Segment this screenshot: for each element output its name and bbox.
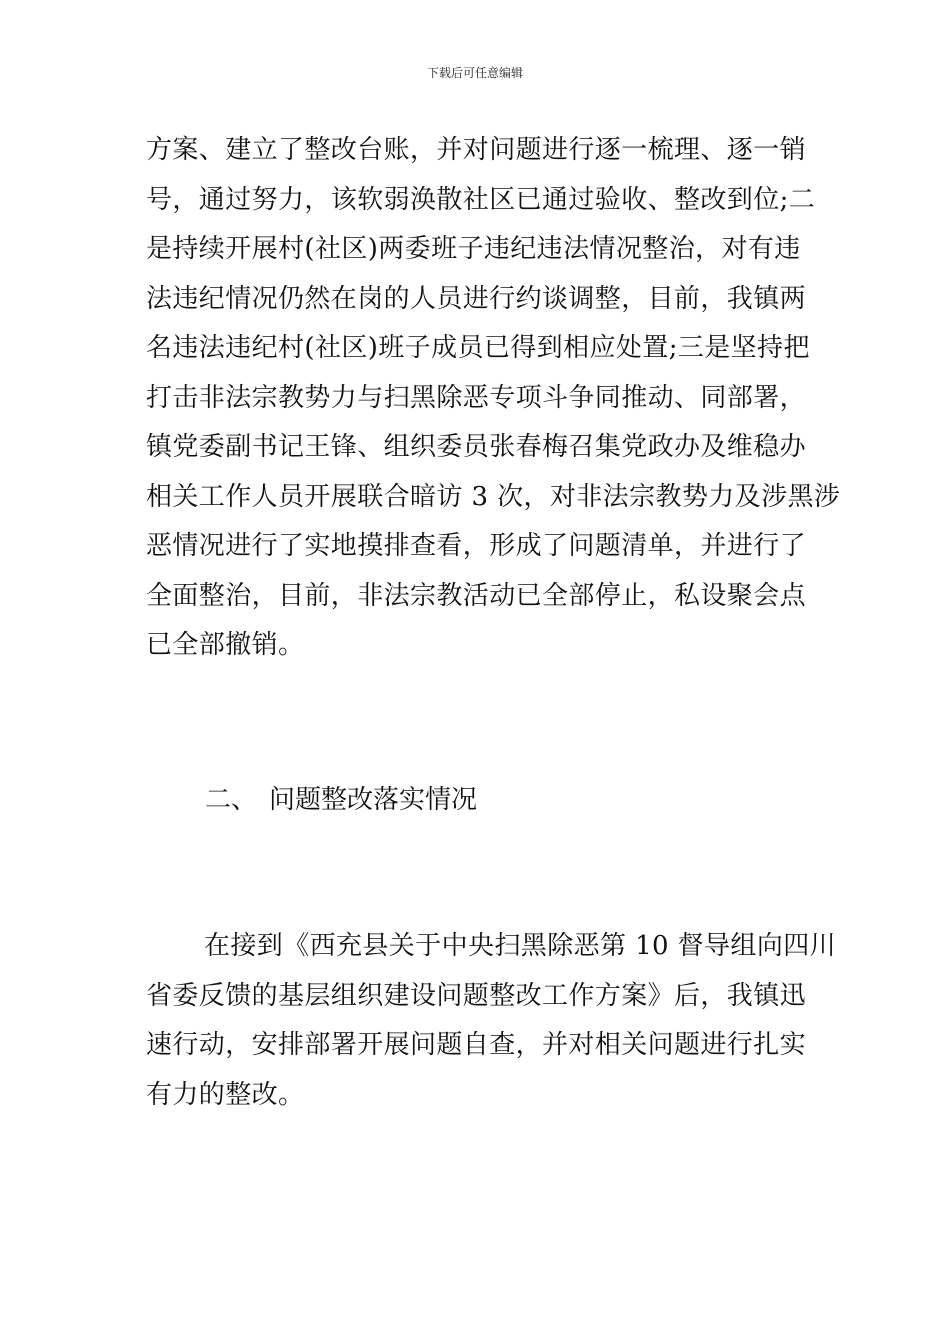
header-note: 下载后可任意编辑 [426,66,523,80]
paragraph-1-line: 打击非法宗教势力与扫黑除恶专项斗争同推动、同部署， [146,382,807,413]
paragraph-2 [146,922,837,1120]
paragraph-1-line: 镇党委副书记王锋、组织委员张春梅召集党政办及维稳办 [146,432,807,462]
section-title: 问题整改落实情况 [269,785,478,815]
paragraph-2-line: 省委反馈的基层组织建设问题整改工作方案》后，我镇迅 [146,980,807,1011]
paragraph-1-line: 方案、建立了整改台账，并对问题进行逐一梳理、逐一销 [146,135,807,165]
paragraph-1-line: 已全部撤销。 [146,630,305,660]
paragraph-1-line: 恶情况进行了实地摸排查看，形成了问题清单，并进行了 [146,531,807,561]
paragraph-1-line: 是持续开展村(社区)两委班子违纪违法情况整治，对有违 [146,234,801,264]
paragraph-2-line: 在接到《西充县关于中央扫黑除恶第 10 督导组向四川 [204,931,837,961]
paragraph-2-line: 速行动，安排部署开展问题自查，并对相关问题进行扎实 [146,1030,807,1060]
paragraph-2-line: 有力的整改。 [146,1079,305,1110]
section-heading [205,782,477,818]
paragraph-1-line: 名违法违纪村(社区)班子成员已得到相应处置;三是坚持把 [146,333,810,363]
paragraph-1-line: 号，通过努力，该软弱涣散社区已通过验收、整改到位;二 [146,184,816,215]
paragraph-1-line: 法违纪情况仍然在岗的人员进行约谈调整，目前，我镇两 [146,283,807,314]
section-number: 二、 [205,785,258,815]
paragraph-1-line: 相关工作人员开展联合暗访 3 次，对非法宗教势力及涉黑涉 [146,481,841,512]
paragraph-1-line: 全面整治，目前，非法宗教活动已全部停止，私设聚会点 [146,580,807,611]
paragraph-1 [146,126,841,671]
